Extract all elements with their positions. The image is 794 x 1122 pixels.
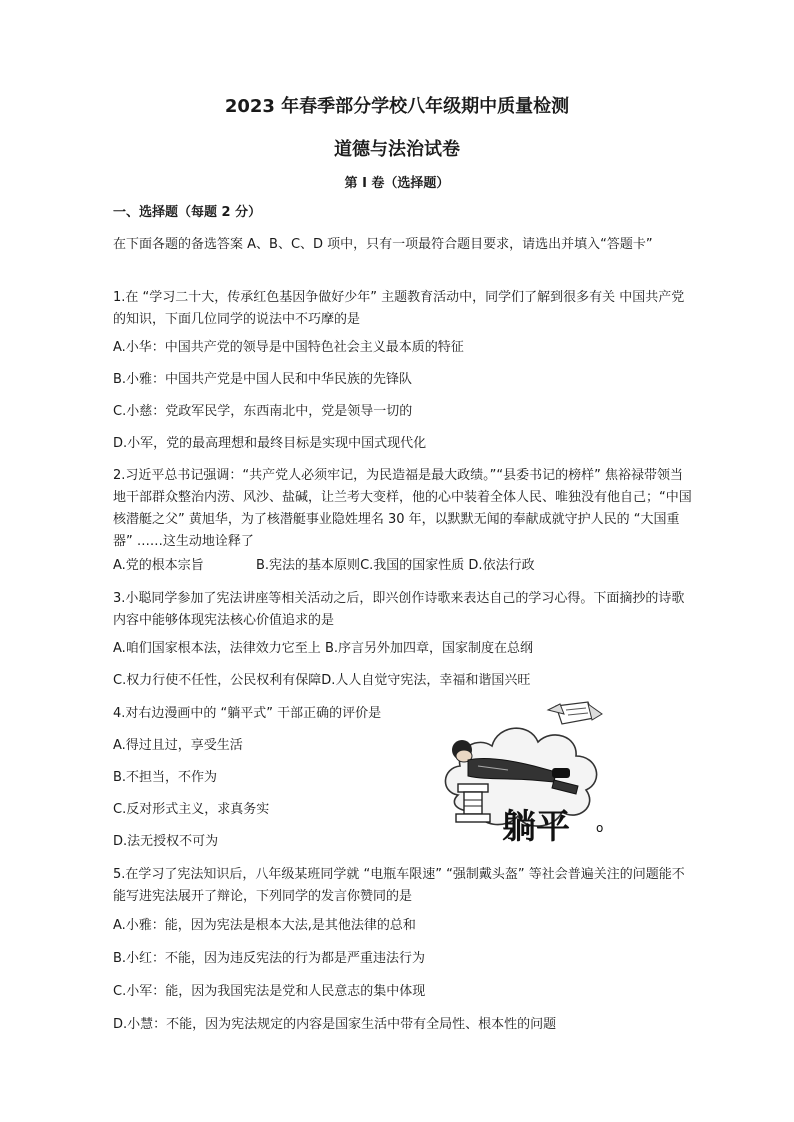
subject-title: 道德与法治试卷 [334,139,460,160]
question-5-option-a: A.小雅：能，因为宪法是根本大法,是其他法律的总和 [113,918,416,933]
question-3-option-d: D.人人自觉守宪法，幸福和谐国兴旺 [321,673,531,688]
section-heading: 一、选择题（每题 2 分） [113,205,262,220]
cartoon-caption: 躺平 [502,807,570,842]
question-2-options [113,555,703,577]
question-5-option-c: C.小军：能，因为我国宪法是党和人民意志的集中体现 [113,984,426,999]
question-1-option-b: B.小雅：中国共产党是中国人民和中华民族的先锋队 [113,372,413,387]
question-4-option-a: A.得过且过，享受生活 [113,738,243,753]
question-4-stem: 4.对右边漫画中的 “躺平式” 干部正确的评价是 [113,706,382,721]
question-2-option-c: C.我国的国家性质 [360,558,465,573]
question-3-options-cd [113,670,703,692]
section-instruction: 在下面各题的备选答案 A、B、C、D 项中，只有一项最符合题目要求，请选出并填入“答题卡” [113,237,653,252]
question-5-option-b: B.小红：不能，因为违反宪法的行为都是严重违法行为 [113,951,426,966]
question-1-stem: 1.在 “学习二十大，传承红色基因争做好少年” 主题教育活动中，同学们了解到很多有关 中国共产党的知识，下面几位同学的说法中不巧摩的是 [113,290,685,327]
lying-flat-cartoon [438,700,610,842]
question-3-option-a: A.咱们国家根本法，法律效力它至上 [113,641,321,656]
question-2-option-a: A.党的根本宗旨 [113,558,204,573]
question-4-option-c: C.反对形式主义，求真务实 [113,802,270,817]
question-4-option-d: D.法无授权不可为 [113,834,219,849]
question-3-option-c: C.权力行使不任性，公民权利有保障 [113,673,322,688]
question-5-stem: 5.在学习了宪法知识后，八年级某班同学就 “电瓶车限速” “强制戴头盔” 等社会普遍关注的问题能不能写进宪法展开了辩论，下列同学的发言你赞同的是 [113,867,685,904]
question-1-option-c: C.小慈：党政军民学，东西南北中，党是领导一切的 [113,404,413,419]
question-1-option-d: D.小军，党的最高理想和最终目标是实现中国式现代化 [113,436,427,451]
flying-paper-icon [548,702,602,724]
question-5-option-d: D.小慧：不能，因为宪法规定的内容是国家生活中带有全局性、根本性的问题 [113,1017,557,1032]
question-2-stem: 2.习近平总书记强调：“共产党人必须牢记，为民造福是最大政绩。”“县委书记的榜样” 焦裕禄带领当地干部群众整治内涝、风沙、盐碱，让兰考大变样，他的心中装着全体人民、唯独没有他自己；“中国核潜艇之父” 黄旭华，为了核潜艇事业隐姓埋名 30 年，以默默无闻的奉献成就守护人民的 “大国重器” ……这生动地诠释了 [113,468,692,549]
exam-title: 2023 年春季部分学校八年级期中质量检测 [224,96,570,117]
part-title: 第 I 卷（选择题） [344,176,450,191]
question-2-option-d: D.依法行政 [468,558,535,573]
question-1-option-a: A.小华：中国共产党的领导是中国特色社会主义最本质的特征 [113,340,464,355]
cartoon-mark: o [596,821,604,835]
question-3-stem: 3.小聪同学参加了宪法讲座等相关活动之后，即兴创作诗歌来表达自己的学习心得。下面摘抄的诗歌内容中能够体现宪法核心价值追求的是 [113,591,685,628]
question-3-option-b: B.序言另外加四章，国家制度在总纲 [324,641,534,656]
question-3-options-ab [113,638,703,660]
question-4-option-b: B.不担当，不作为 [113,770,218,785]
question-2-option-b: B.宪法的基本原则 [256,558,361,573]
